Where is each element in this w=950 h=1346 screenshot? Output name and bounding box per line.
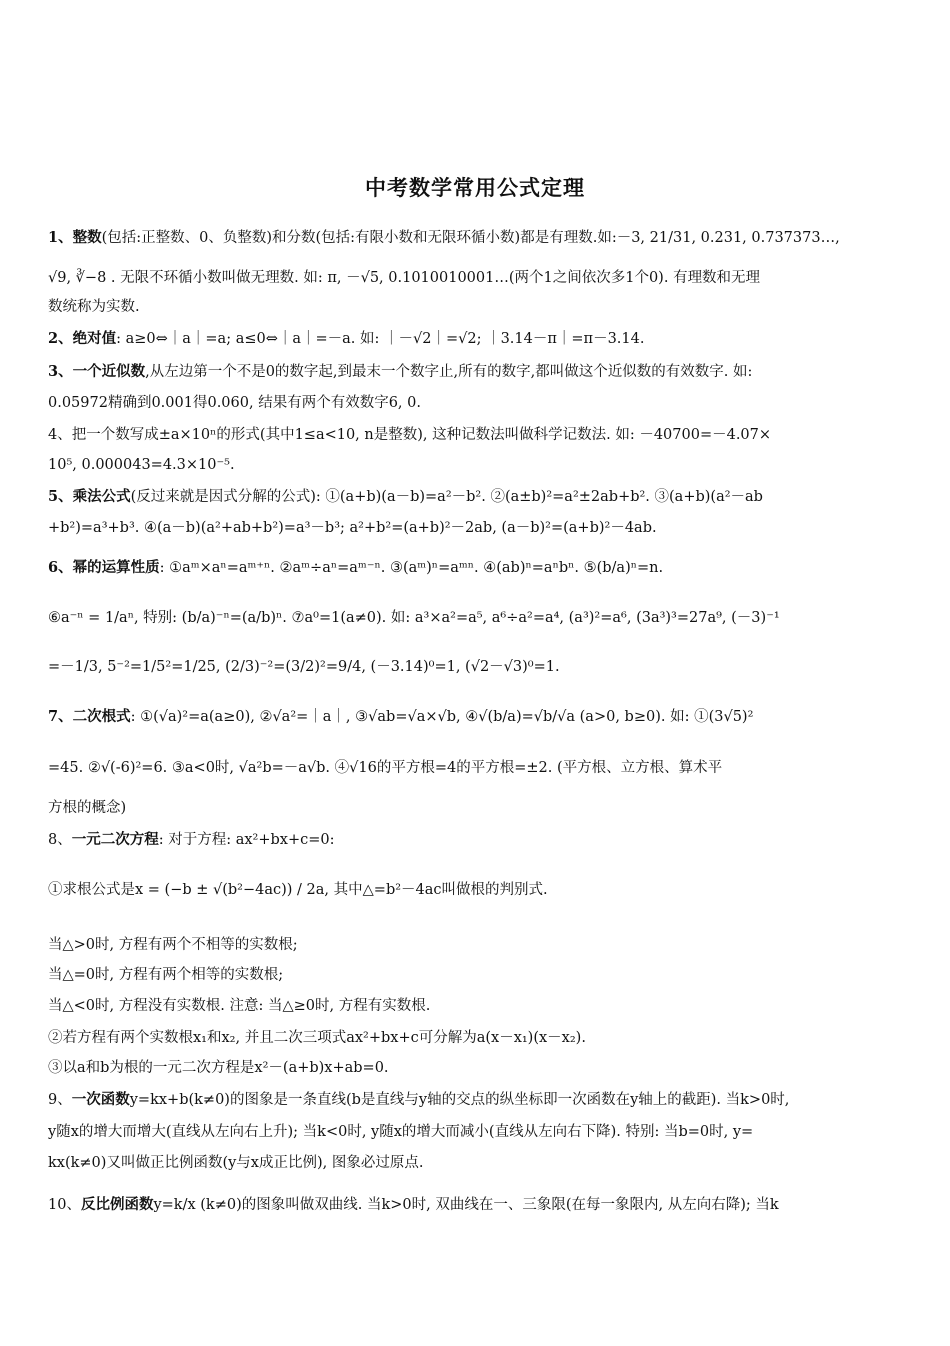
section-number: 4、: [48, 427, 72, 443]
section-9-line-3: kx(k≠0)又叫做正比例函数(y与x成正比例), 图象必过原点.: [48, 1155, 424, 1171]
section-term: 二次根式: [72, 708, 131, 725]
section-term: 一个近似数: [72, 363, 146, 380]
section-number: 7、: [48, 708, 73, 725]
section-6-line-1: [48, 558, 908, 578]
section-number: 8、: [48, 832, 72, 848]
section-term: 一次函数: [71, 1091, 130, 1108]
section-number: 9、: [48, 1092, 72, 1108]
section-8-line-1: [48, 830, 908, 850]
section-text: ,从左边第一个不是0的数字起,到最末一个数字止,所有的数字,都叫做这个近似数的有效数字. 如:: [145, 364, 753, 380]
section-text: y=kx+b(k≠0)的图象是一条直线(b是直线与y轴的交点的纵坐标即一次函数在y轴上的截距). 当k>0时,: [129, 1092, 790, 1108]
section-5-line-1: [48, 487, 908, 507]
section-5-line-2: +b²)=a³+b³. ④(a－b)(a²+ab+b²)=a³－b³; a²+b²=(a+b)²－2ab, (a－b)²=(a+b)²－4ab.: [48, 520, 657, 536]
section-4-line-1: [48, 425, 908, 445]
section-term: 把一个数写成±a×10ⁿ的形式: [71, 427, 260, 443]
section-1-line-2: √9, ∛−8 . 无限不环循小数叫做无理数. 如: π, －√5, 0.1010010001…(两个1之间依次多1个0). 有理数和无理: [48, 270, 761, 286]
section-9-line-1: [48, 1090, 908, 1110]
section-8-line-7: ③以a和b为根的一元二次方程是x²－(a+b)x+ab=0.: [48, 1060, 389, 1076]
section-text: y=k/x (k≠0)的图象叫做双曲线. 当k>0时, 双曲线在一、三象限(在每一象限内, 从左向右降); 当k: [153, 1197, 779, 1213]
section-1-line-1: [48, 228, 908, 248]
section-8-line-2: ①求根公式是x = (−b ± √(b²−4ac)) / 2a, 其中△=b²－4ac叫做根的判别式.: [48, 882, 548, 898]
section-2-line-1: [48, 329, 908, 349]
page-title: 中考数学常用公式定理: [365, 175, 585, 200]
section-9-line-2: y随x的增大而增大(直线从左向右上升); 当k<0时, y随x的增大而减小(直线从左向右下降). 特别: 当b=0时, y=: [48, 1124, 754, 1140]
section-8-line-6: ②若方程有两个实数根x₁和x₂, 并且二次三项式ax²+bx+c可分解为a(x－x₁)(x－x₂).: [48, 1030, 586, 1046]
section-number: 5、: [48, 488, 73, 505]
section-7-line-2: =45. ②√(-6)²=6. ③a<0时, √a²b=－a√b. ④√16的平方根=4的平方根=±2. (平方根、立方根、算术平: [48, 760, 723, 776]
section-term: 乘法公式: [72, 488, 131, 505]
section-8-line-5: 当△<0时, 方程没有实数根. 注意: 当△≥0时, 方程有实数根.: [48, 998, 431, 1014]
section-number: 3、: [48, 363, 73, 380]
section-term: 反比例函数: [80, 1196, 154, 1213]
section-number: 10、: [48, 1197, 81, 1213]
section-text: : a≥0⇔｜a｜=a; a≤0⇔｜a｜=－a. 如: ｜－√2｜=√2; ｜3.14－π｜=π－3.14.: [116, 331, 645, 347]
section-text: : ①(√a)²=a(a≥0), ②√a²=｜a｜, ③√ab=√a×√b, ④√(b/a)=√b/√a (a>0, b≥0). 如: ①(3√5)²: [130, 709, 754, 725]
section-6-line-2: ⑥a⁻ⁿ = 1/aⁿ, 特别: (b/a)⁻ⁿ=(a/b)ⁿ. ⑦a⁰=1(a≠0). 如: a³×a²=a⁵, a⁶÷a²=a⁴, (a³)²=a⁶, (3a³)³=27a⁹, (－3)⁻¹: [48, 610, 780, 626]
section-6-line-3: =－1/3, 5⁻²=1/5²=1/25, (2/3)⁻²=(3/2)²=9/4, (－3.14)⁰=1, (√2－√3)⁰=1.: [48, 659, 560, 675]
section-term: 一元二次方程: [71, 831, 159, 848]
section-10-line-1: [48, 1195, 908, 1215]
section-1-line-3: 数统称为实数.: [48, 299, 140, 315]
section-7-line-3: 方根的概念): [48, 800, 127, 816]
section-term: 幂的运算性质: [72, 559, 160, 576]
section-text: : 对于方程: ax²+bx+c=0:: [158, 832, 335, 848]
section-text: (反过来就是因式分解的公式): ①(a+b)(a－b)=a²－b². ②(a±b)²=a²±2ab+b². ③(a+b)(a²－ab: [130, 489, 763, 505]
section-3-line-2: 0.05972精确到0.001得0.060, 结果有两个有效数字6, 0.: [48, 395, 421, 411]
section-number: 2、: [48, 330, 73, 347]
section-8-line-3: 当△>0时, 方程有两个不相等的实数根;: [48, 937, 298, 953]
section-text: (包括:正整数、0、负整数)和分数(包括:有限小数和无限环循小数)都是有理数.如:－3, 21/31, 0.231, 0.737373…,: [101, 230, 840, 246]
section-number: 1、: [48, 229, 73, 246]
section-term: 绝对值: [72, 330, 117, 347]
section-8-line-4: 当△=0时, 方程有两个相等的实数根;: [48, 967, 284, 983]
section-7-line-1: [48, 707, 908, 727]
section-text: (其中1≤a<10, n是整数), 这种记数法叫做科学记数法. 如: －40700=－4.07×: [259, 427, 772, 443]
section-3-line-1: [48, 362, 908, 382]
section-term: 整数: [72, 229, 102, 246]
section-text: : ①aᵐ×aⁿ=aᵐ⁺ⁿ. ②aᵐ÷aⁿ=aᵐ⁻ⁿ. ③(aᵐ)ⁿ=aᵐⁿ. ④(ab)ⁿ=aⁿbⁿ. ⑤(b/a)ⁿ=n.: [159, 560, 664, 576]
section-4-line-2: 10⁵, 0.000043=4.3×10⁻⁵.: [48, 457, 235, 473]
section-number: 6、: [48, 559, 73, 576]
